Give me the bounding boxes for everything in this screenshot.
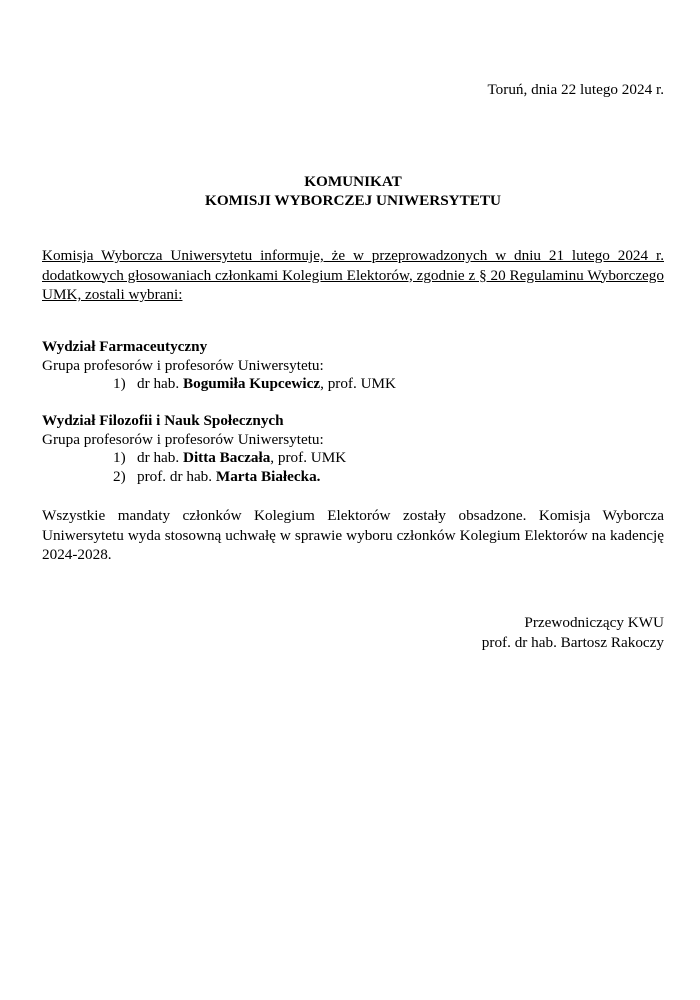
signature-block xyxy=(482,613,664,652)
member-suffix: , prof. UMK xyxy=(320,375,397,392)
list-item xyxy=(42,375,664,394)
member-list xyxy=(42,449,664,486)
faculty-section xyxy=(42,412,664,486)
intro-paragraph: Komisja Wyborcza Uniwersytetu informuje, że w przeprowadzonych w dniu 21 lutego 2024 r. dodatkowych głosowaniach członkami Kolegium Elektorów, zgodnie z § 20 Regulaminu Wyborczego UMK, zostali wybrani: xyxy=(42,247,664,303)
date-line: Toruń, dnia 22 lutego 2024 r. xyxy=(487,81,664,98)
member-entry xyxy=(137,468,320,485)
faculty-name: Wydział Filozofii i Nauk Społecznych xyxy=(42,412,284,429)
faculty-name: Wydział Farmaceutyczny xyxy=(42,338,208,355)
document-title xyxy=(42,172,664,210)
member-title: dr hab. xyxy=(137,375,183,392)
member-name: Bogumiła Kupcewicz xyxy=(182,375,321,392)
group-label: Grupa profesorów i profesorów Uniwersytetu: xyxy=(42,356,324,374)
member-title: dr hab. xyxy=(137,449,183,466)
signature-name: prof. dr hab. Bartosz Rakoczy xyxy=(481,633,664,651)
member-title: prof. dr hab. xyxy=(137,467,216,485)
member-name: Ditta Baczała xyxy=(182,449,271,466)
member-entry xyxy=(137,449,346,466)
list-item xyxy=(42,468,664,487)
member-list xyxy=(42,375,664,394)
document-page xyxy=(42,0,664,1000)
faculty-section xyxy=(42,338,664,394)
member-name: Marta Białecka. xyxy=(215,467,321,485)
title-line-2: KOMISJI WYBORCZEJ UNIWERSYTETU xyxy=(205,192,501,209)
title-line-1: KOMUNIKAT xyxy=(304,173,402,190)
signature-role: Przewodniczący KWU xyxy=(524,614,664,631)
list-number: 1) xyxy=(113,449,126,466)
group-label: Grupa profesorów i profesorów Uniwersytetu: xyxy=(42,430,324,448)
member-entry xyxy=(137,375,396,392)
member-suffix: , prof. UMK xyxy=(270,449,347,466)
list-item xyxy=(42,449,664,468)
list-number: 2) xyxy=(113,467,126,485)
closing-paragraph: Wszystkie mandaty członków Kolegium Elektorów zostały obsadzone. Komisja Wyborcza Uniwersytetu wyda stosowną uchwałę w sprawie wyboru członków Kolegium Elektorów na kadencję 2024-2028. xyxy=(42,507,664,563)
list-number: 1) xyxy=(113,375,126,392)
